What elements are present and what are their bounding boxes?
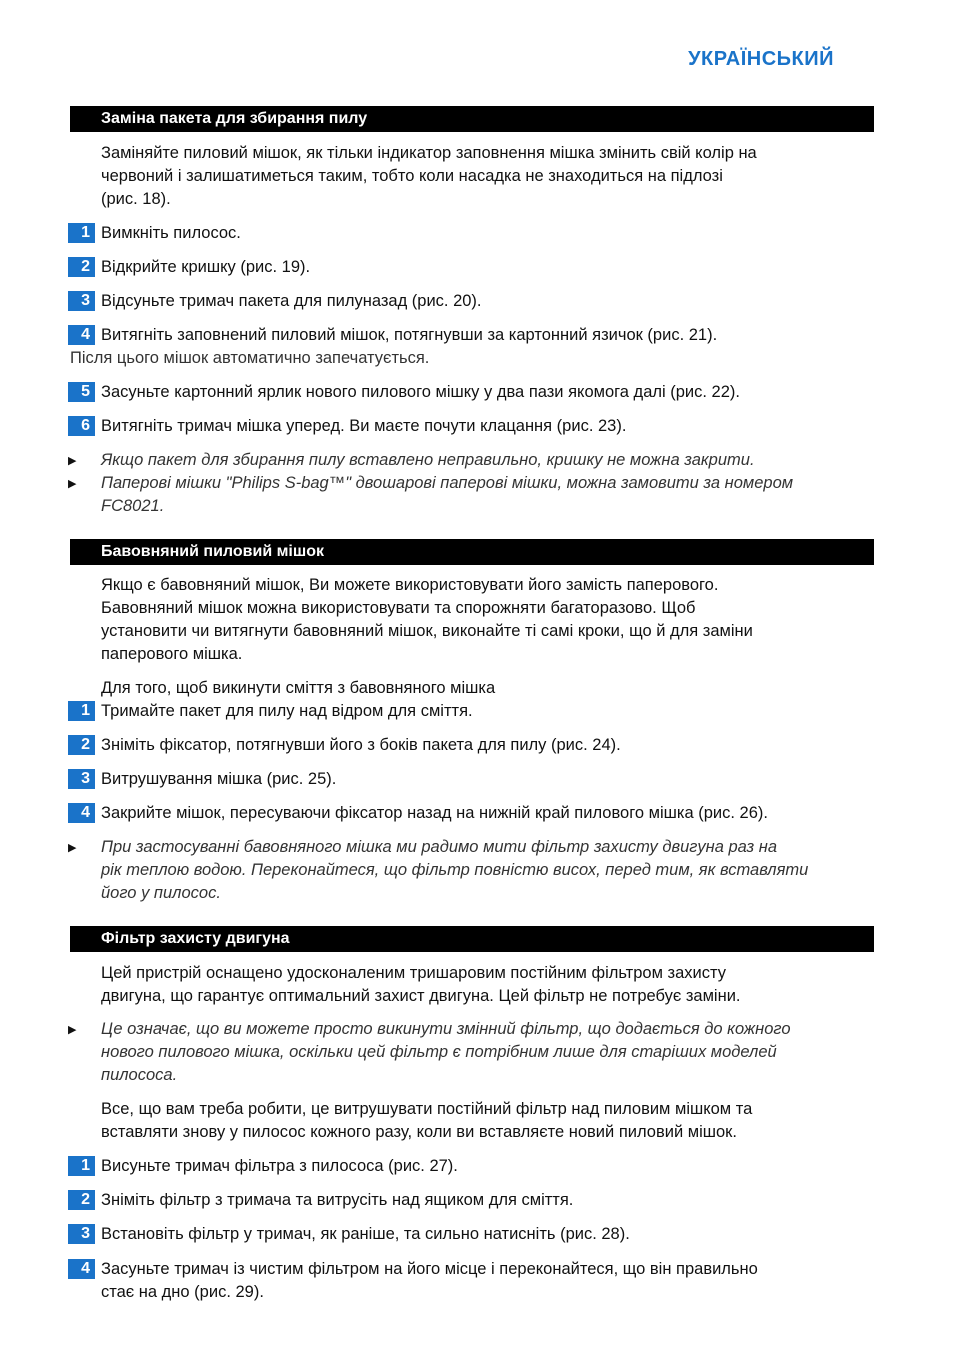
s2-intro-line: Якщо є бавовняний мішок, Ви можете використовувати його замість паперового.: [101, 576, 719, 594]
section-title-dust-bag-replacement: Заміна пакета для збирання пилу: [70, 106, 874, 132]
s3-intro-line: Цей пристрій оснащено удосконаленим тришаровим постійним фільтром захисту: [101, 964, 726, 982]
language-header: УКРАЇНСЬКИЙ: [688, 48, 834, 70]
step-number: 4: [68, 803, 95, 823]
step-number: 5: [68, 382, 95, 402]
bullet-text: При застосуванні бавовняного мішка ми радимо мити фільтр захисту двигуна раз на: [101, 838, 778, 856]
s2-intro-line: Бавовняний мішок можна використовувати та спорожняти багаторазово. Щоб: [101, 599, 696, 617]
step-number: 3: [68, 291, 95, 311]
section-title-cotton-bag: Бавовняний пиловий мішок: [70, 539, 874, 565]
step-number: 4: [68, 1259, 95, 1279]
bullet-text: Це означає, що ви можете просто викинути змінний фільтр, що додається до кожного: [101, 1020, 791, 1038]
bullet-text: його у пилосос.: [101, 884, 221, 902]
step-number: 1: [68, 223, 95, 243]
step-text: Засуньте картонний ярлик нового пилового мішку у два пази якомога далі (рис. 22).: [101, 383, 740, 401]
step-number: 3: [68, 769, 95, 789]
step-text: Витягніть тримач мішка уперед. Ви маєте почути клацання (рис. 23).: [101, 417, 627, 435]
step-number: 2: [68, 735, 95, 755]
bullet-text: Якщо пакет для збирання пилу вставлено неправильно, кришку не можна закрити.: [101, 451, 755, 469]
step-number: 1: [68, 701, 95, 721]
s2-intro-line: установити чи витягнути бавовняний мішок, виконайте ті самі кроки, що й для заміни: [101, 622, 753, 640]
step-text: Тримайте пакет для пилу над відром для сміття.: [101, 702, 473, 720]
step-text: Відкрийте кришку (рис. 19).: [101, 258, 311, 276]
step-number: 3: [68, 1224, 95, 1244]
s2-lead: Для того, щоб викинути сміття з бавовняного мішка: [101, 679, 496, 697]
s3-para-line: Все, що вам треба робити, це витрушувати постійний фільтр над пиловим мішком та: [101, 1100, 753, 1118]
step-text: стає на дно (рис. 29).: [101, 1283, 264, 1301]
step-text: Закрийте мішок, пересуваючи фіксатор назад на нижній край пилового мішка (рис. 26).: [101, 804, 768, 822]
s1-intro-line: Заміняйте пиловий мішок, як тільки індикатор заповнення мішка змінить свій колір на: [101, 144, 757, 162]
step-text: Вимкніть пилосос.: [101, 224, 241, 242]
step-text: Зніміть фіксатор, потягнувши його з боків пакета для пилу (рис. 24).: [101, 736, 621, 754]
step-text: Зніміть фільтр з тримача та витрусіть над ящиком для сміття.: [101, 1191, 574, 1209]
step-number: 4: [68, 325, 95, 345]
s3-para-line: вставляти знову у пилосос кожного разу, коли ви вставляєте новий пиловий мішок.: [101, 1123, 737, 1141]
bullet-text: FC8021.: [101, 497, 165, 515]
s1-intro-line: червоний і залишатиметься таким, тобто коли насадка не знаходиться на підлозі: [101, 167, 723, 185]
step-number: 2: [68, 257, 95, 277]
step-text: Відсуньте тримач пакета для пилуназад (рис. 20).: [101, 292, 482, 310]
bullet-text: пилососа.: [101, 1066, 178, 1084]
step-text: Висуньте тримач фільтра з пилососа (рис. 27).: [101, 1157, 458, 1175]
step-text: Витрушування мішка (рис. 25).: [101, 770, 337, 788]
triangle-bullet-icon: ▶: [68, 842, 77, 854]
step-note: Після цього мішок автоматично запечатується.: [70, 349, 430, 367]
triangle-bullet-icon: ▶: [68, 455, 77, 467]
bullet-text: Паперові мішки "Philips S-bag™" двошарові паперові мішки, можна замовити за номером: [101, 474, 794, 492]
s2-intro-line: паперового мішка.: [101, 645, 243, 663]
step-text: Засуньте тримач із чистим фільтром на його місце і переконайтеся, що він правильно: [101, 1260, 758, 1278]
bullet-text: рік теплою водою. Переконайтеся, що фільтр повністю висох, перед тим, як вставляти: [101, 861, 809, 879]
step-number: 2: [68, 1190, 95, 1210]
s3-intro-line: двигуна, що гарантує оптимальний захист двигуна. Цей фільтр не потребує заміни.: [101, 987, 741, 1005]
s1-intro-line: (рис. 18).: [101, 190, 171, 208]
step-text: Витягніть заповнений пиловий мішок, потягнувши за картонний язичок (рис. 21).: [101, 326, 718, 344]
triangle-bullet-icon: ▶: [68, 478, 77, 490]
step-number: 6: [68, 416, 95, 436]
step-text: Встановіть фільтр у тримач, як раніше, та сильно натисніть (рис. 28).: [101, 1225, 630, 1243]
section-title-motor-filter: Фільтр захисту двигуна: [70, 926, 874, 952]
triangle-bullet-icon: ▶: [68, 1024, 77, 1036]
bullet-text: нового пилового мішка, оскільки цей фільтр є потрібним лише для старіших моделей: [101, 1043, 777, 1061]
step-number: 1: [68, 1156, 95, 1176]
